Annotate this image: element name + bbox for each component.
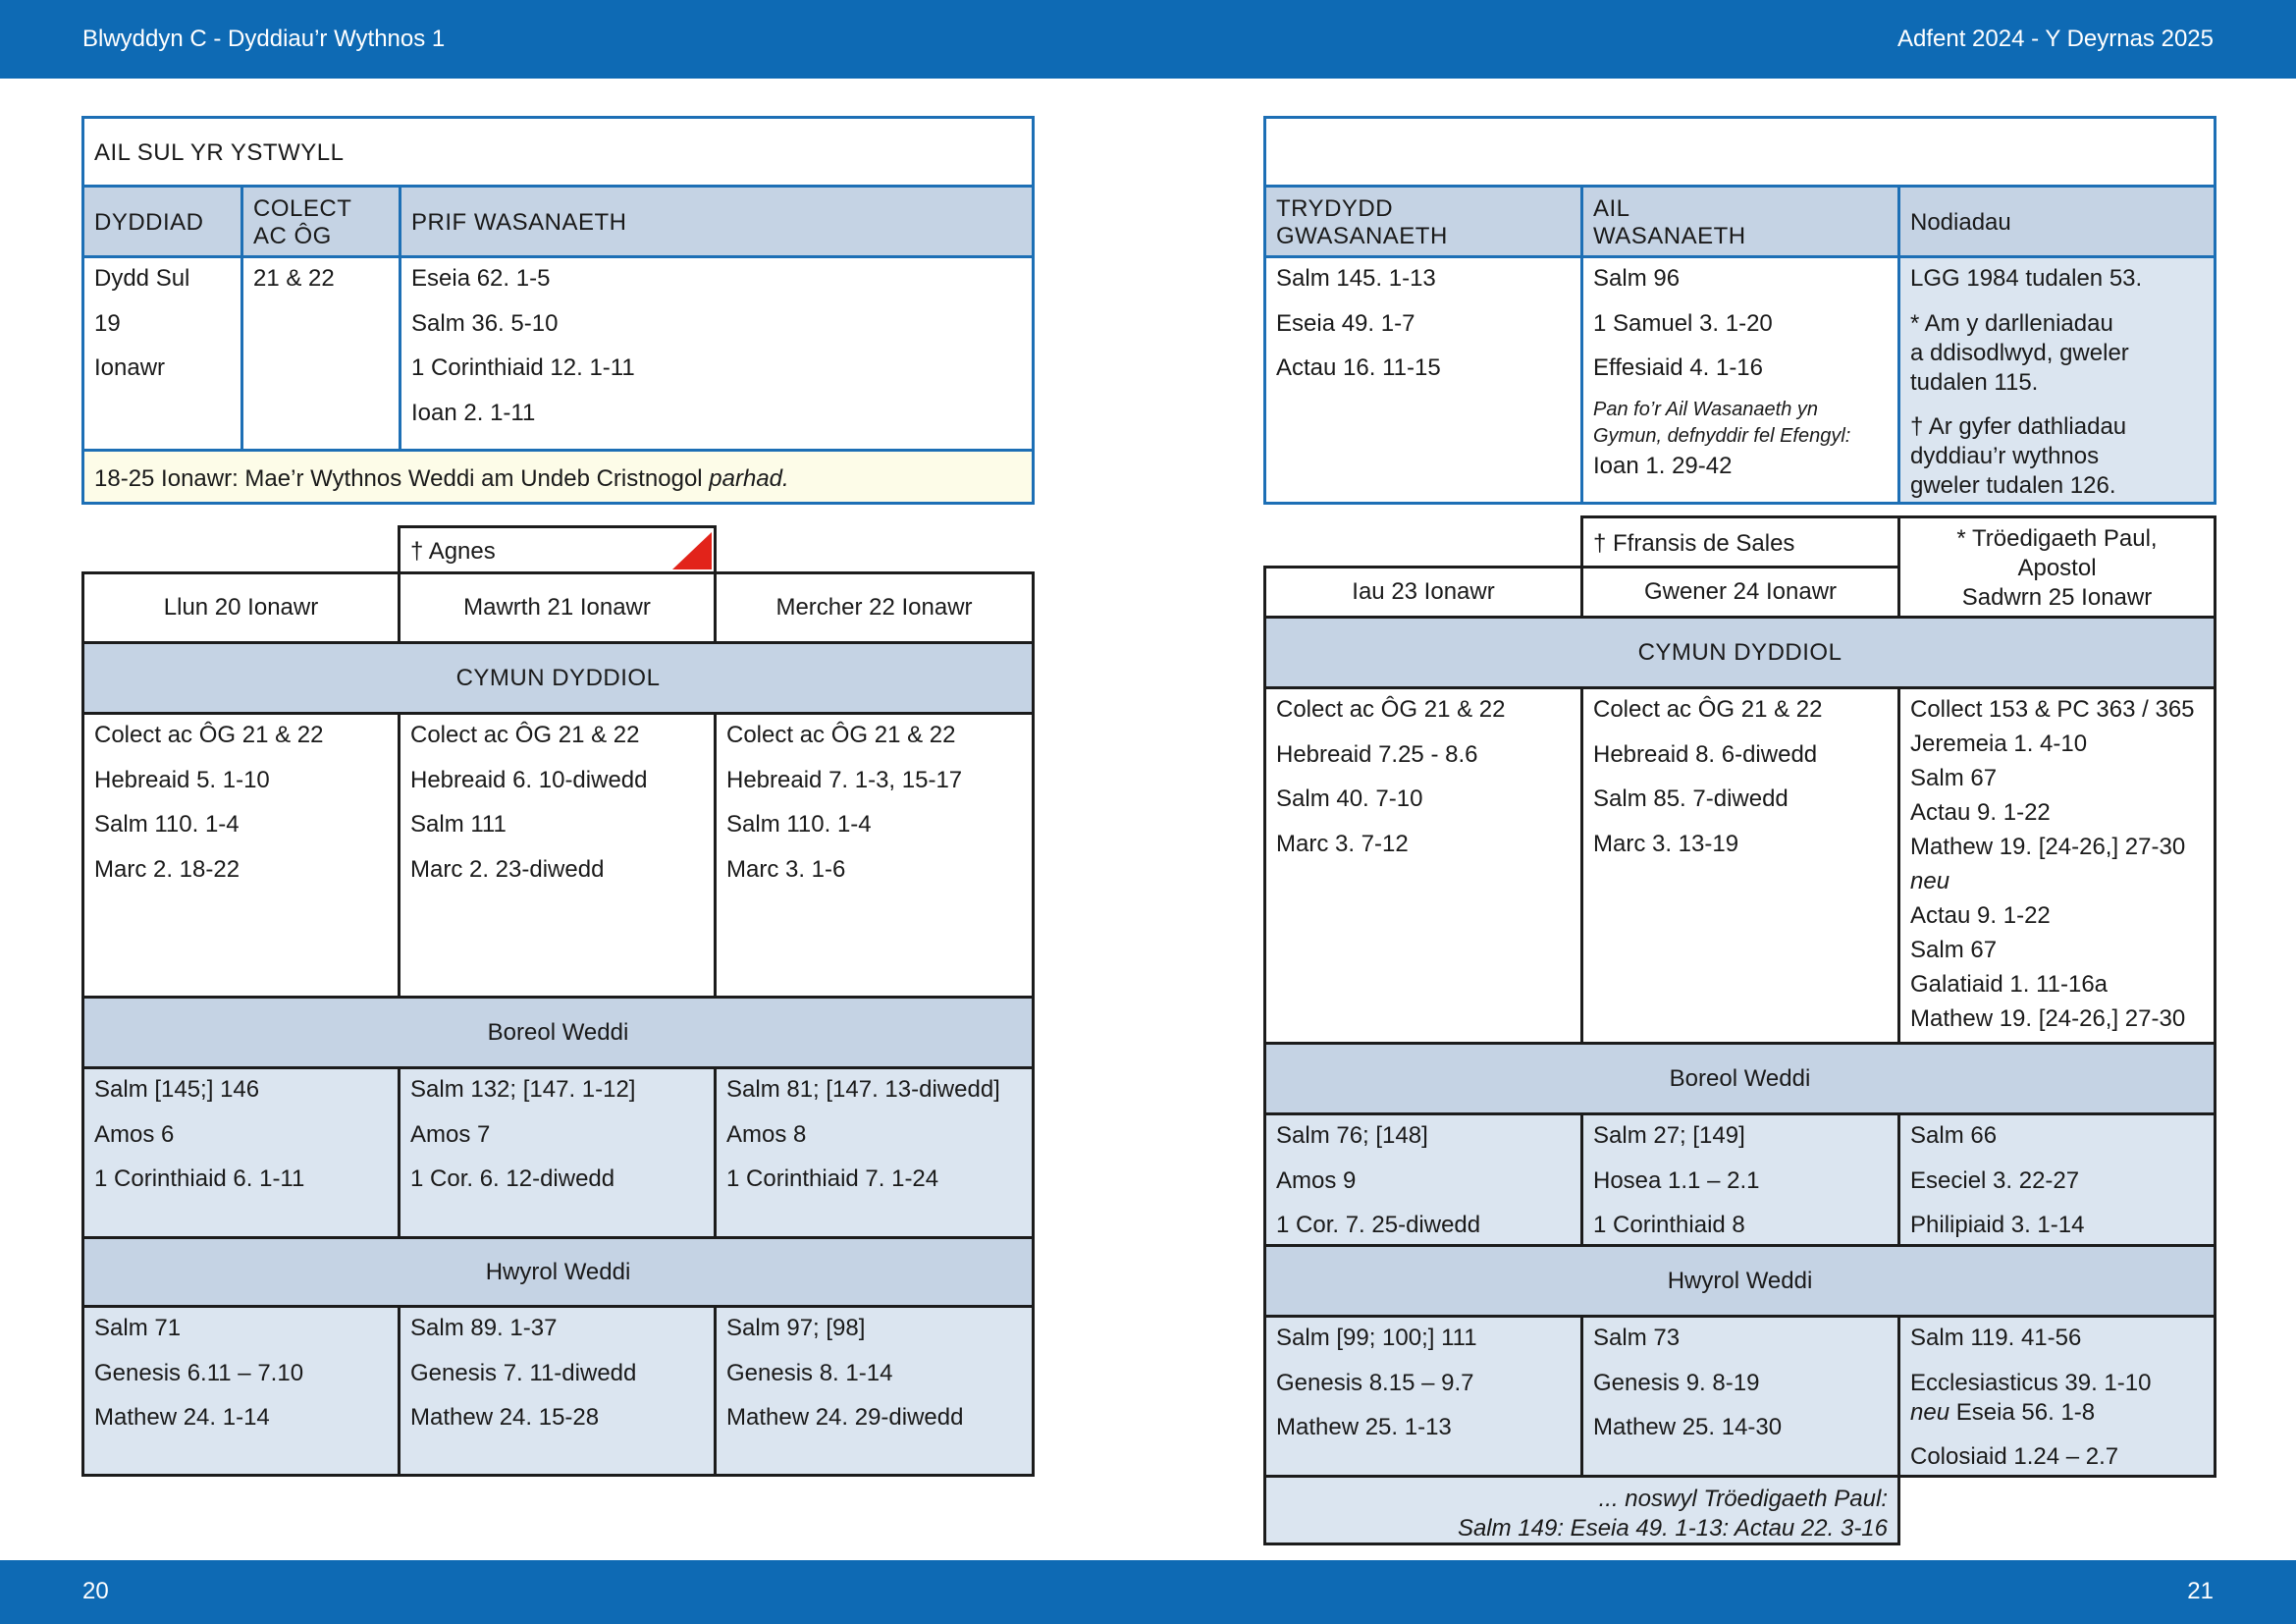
eucharist-sat-feast: Collect 153 & PC 363 / 365 Jeremeia 1. 4-10 Salm 67 Actau 9. 1-22 Mathew 19. [24-26,] 27-30 neu Actau 9. 1-22 Salm 67 Galatiaid 1. 11-16a Mathew 19. [24-26,] 27-30 bbox=[1897, 686, 2216, 1045]
morning-fri: Salm 27; [149] Hosea 1.1 – 2.1 1 Corinthiaid 8 bbox=[1580, 1112, 1900, 1247]
feast-header-paul: * Tröedigaeth Paul, Apostol Sadwrn 25 Ionawr bbox=[1897, 515, 2216, 619]
day-header-tue: Mawrth 21 Ionawr bbox=[398, 571, 717, 644]
header-right-text: Adfent 2024 - Y Deyrnas 2025 bbox=[1896, 26, 2214, 52]
eucharist-tue: Colect ac ÔG 21 & 22 Hebreaid 6. 10-diwedd Salm 111 Marc 2. 23-diwedd bbox=[398, 712, 717, 999]
section-morning-prayer: Boreol Weddi bbox=[81, 996, 1035, 1069]
sunday-collect-cell: 21 & 22 bbox=[240, 255, 401, 452]
sunday-date-cell: Dydd Sul 19 Ionawr bbox=[81, 255, 243, 452]
notes-cell: LGG 1984 tudalen 53. * Am y darlleniadau a ddisodlwyd, gweler tudalen 115. † Ar gyfer dathliadau dyddiau’r wythnos gweler tudalen 126. bbox=[1897, 255, 2216, 505]
col-header-collect: COLECT AC ÔG bbox=[240, 185, 401, 258]
col-header-date: DYDDIAD bbox=[81, 185, 243, 258]
page-number-left: 20 bbox=[82, 1578, 109, 1604]
evening-tue: Salm 89. 1-37 Genesis 7. 11-diwedd Mathew 24. 15-28 bbox=[398, 1305, 717, 1477]
right-title-cell bbox=[1263, 116, 2216, 188]
morning-tue: Salm 132; [147. 1-12] Amos 7 1 Cor. 6. 12-diwedd bbox=[398, 1066, 717, 1239]
saint-label-agnes: † Agnes bbox=[398, 525, 717, 574]
red-corner-marker-icon bbox=[672, 532, 712, 569]
col-header-notes: Nodiadau bbox=[1897, 185, 2216, 258]
vigil-note: ... noswyl Tröedigaeth Paul: Salm 149: Eseia 49. 1-13: Actau 22. 3-16 bbox=[1263, 1475, 1900, 1545]
section-evening-prayer: Hwyrol Weddi bbox=[81, 1236, 1035, 1308]
page-number-right: 21 bbox=[2187, 1578, 2214, 1604]
col-header-main-service: PRIF WASANAETH bbox=[399, 185, 1035, 258]
second-service-readings: Salm 96 1 Samuel 3. 1-20 Effesiaid 4. 1-16 Pan fo’r Ail Wasanaeth yn Gymun, defnyddir fel Efengyl: Ioan 1. 29-42 bbox=[1580, 255, 1900, 505]
eucharist-fri: Colect ac ÔG 21 & 22 Hebreaid 8. 6-diwedd Salm 85. 7-diwedd Marc 3. 13-19 bbox=[1580, 686, 1900, 1045]
evening-mon: Salm 71 Genesis 6.11 – 7.10 Mathew 24. 1-14 bbox=[81, 1305, 400, 1477]
footer-bar bbox=[0, 1560, 2296, 1624]
right-section-evening-prayer: Hwyrol Weddi bbox=[1263, 1244, 2216, 1318]
day-header-wed: Mercher 22 Ionawr bbox=[714, 571, 1035, 644]
col-header-second-service: AIL WASANAETH bbox=[1580, 185, 1900, 258]
evening-fri: Salm 73 Genesis 9. 8-19 Mathew 25. 14-30 bbox=[1580, 1315, 1900, 1478]
sunday-title: AIL SUL YR YSTWYLL bbox=[94, 139, 345, 166]
evening-sat: Salm 119. 41-56 Ecclesiasticus 39. 1-10 neu Eseia 56. 1-8 Colosiaid 1.24 – 2.7 bbox=[1897, 1315, 2216, 1478]
sunday-main-readings: Eseia 62. 1-5 Salm 36. 5-10 1 Corinthiaid 12. 1-11 Ioan 2. 1-11 bbox=[399, 255, 1035, 452]
eucharist-mon: Colect ac ÔG 21 & 22 Hebreaid 5. 1-10 Salm 110. 1-4 Marc 2. 18-22 bbox=[81, 712, 400, 999]
sunday-title-cell bbox=[81, 116, 1035, 188]
prayer-week-note: 18-25 Ionawr: Mae’r Wythnos Weddi am Undeb Cristnogol parhad. bbox=[81, 449, 1035, 505]
day-header-thu: Iau 23 Ionawr bbox=[1263, 566, 1583, 619]
right-section-eucharist: CYMUN DYDDIOL bbox=[1263, 616, 2216, 689]
header-left-text: Blwyddyn C - Dyddiau’r Wythnos 1 bbox=[82, 26, 446, 52]
morning-mon: Salm [145;] 146 Amos 6 1 Corinthiaid 6. 1-11 bbox=[81, 1066, 400, 1239]
morning-sat: Salm 66 Eseciel 3. 22-27 Philipiaid 3. 1-14 bbox=[1897, 1112, 2216, 1247]
right-section-morning-prayer: Boreol Weddi bbox=[1263, 1042, 2216, 1115]
evening-wed: Salm 97; [98] Genesis 8. 1-14 Mathew 24. 29-diwedd bbox=[714, 1305, 1035, 1477]
eucharist-thu: Colect ac ÔG 21 & 22 Hebreaid 7.25 - 8.6 Salm 40. 7-10 Marc 3. 7-12 bbox=[1263, 686, 1583, 1045]
header-bar bbox=[0, 0, 2296, 79]
evening-thu: Salm [99; 100;] 111 Genesis 8.15 – 9.7 Mathew 25. 1-13 bbox=[1263, 1315, 1583, 1478]
section-eucharist: CYMUN DYDDIOL bbox=[81, 641, 1035, 715]
day-header-mon: Llun 20 Ionawr bbox=[81, 571, 400, 644]
day-header-fri: Gwener 24 Ionawr bbox=[1580, 566, 1900, 619]
morning-wed: Salm 81; [147. 13-diwedd] Amos 8 1 Corinthiaid 7. 1-24 bbox=[714, 1066, 1035, 1239]
col-header-third-service: TRYDYDD GWASANAETH bbox=[1263, 185, 1583, 258]
eucharist-wed: Colect ac ÔG 21 & 22 Hebreaid 7. 1-3, 15-17 Salm 110. 1-4 Marc 3. 1-6 bbox=[714, 712, 1035, 999]
saint-label-ffransis: † Ffransis de Sales bbox=[1580, 515, 1900, 568]
morning-thu: Salm 76; [148] Amos 9 1 Cor. 7. 25-diwedd bbox=[1263, 1112, 1583, 1247]
third-service-readings: Salm 145. 1-13 Eseia 49. 1-7 Actau 16. 11-15 bbox=[1263, 255, 1583, 505]
